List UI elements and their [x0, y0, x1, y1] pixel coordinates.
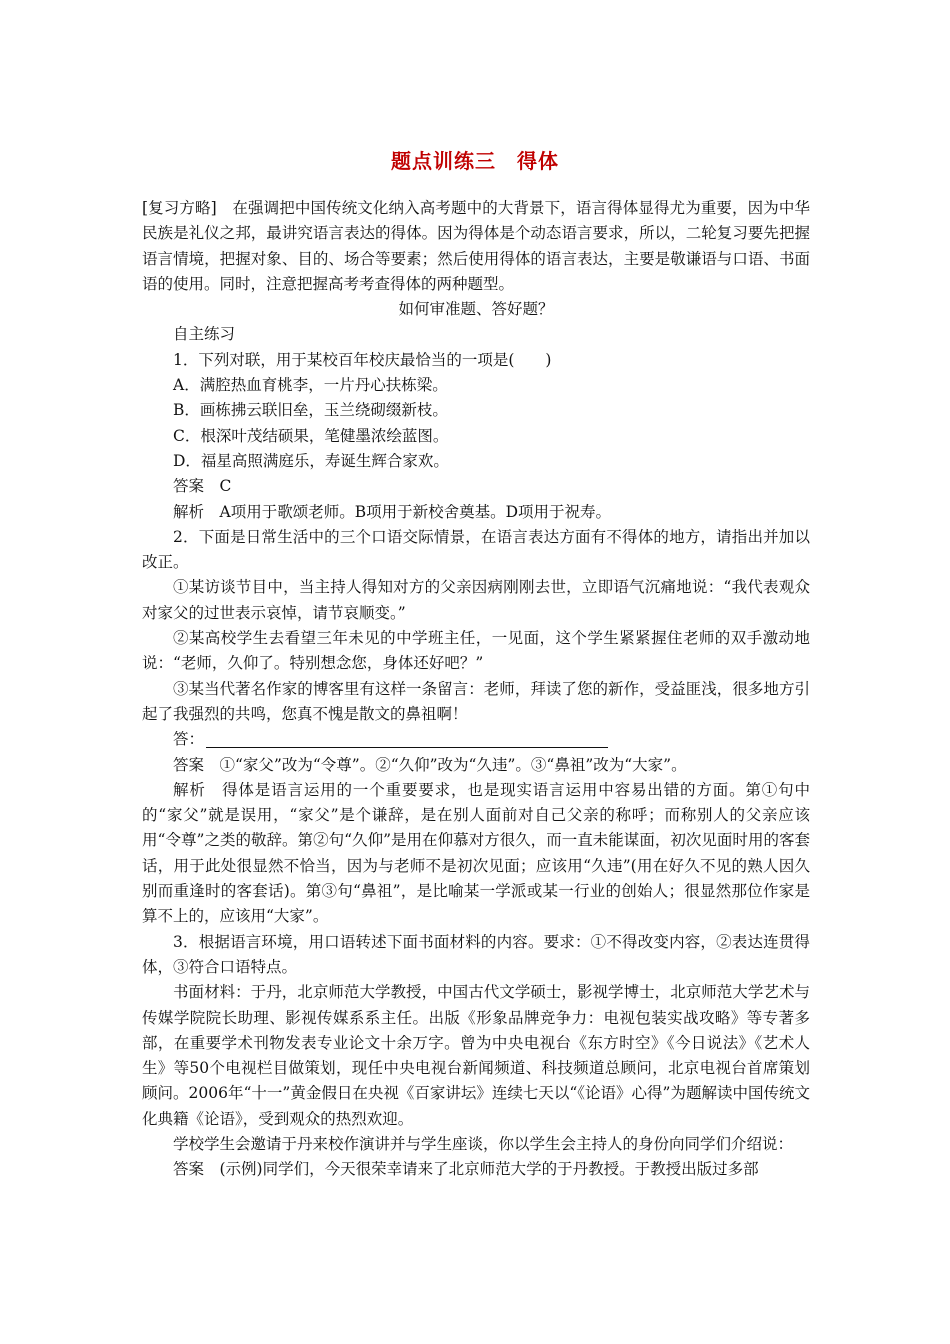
question-1-option-c: C．根深叶茂结硕果，笔健墨浓绘蓝图。 — [173, 426, 449, 445]
review-label: [复习方略] — [142, 199, 217, 217]
question-1-answer: 答案 C — [173, 477, 232, 496]
section-heading: 自主练习 — [173, 325, 236, 344]
question-2-stem: 2．下面是日常生活中的三个口语交际情景，在语言表达方面有不得体的地方，请指出并加以改正。 — [142, 527, 810, 572]
question-3-task: 学校学生会邀请于丹来校作演讲并与学生座谈，你以学生会主持人的身份向同学们介绍说： — [173, 1134, 794, 1153]
question-3-stem: 3．根据语言环境，用口语转述下面书面材料的内容。要求：①不得改变内容，②表达连贯得体，③符合口语特点。 — [142, 932, 810, 976]
question-2-answer-line — [142, 727, 810, 752]
review-paragraph — [142, 196, 810, 297]
question-2-item-2: ②某高校学生去看望三年未见的中学班主任，一见面，这个学生紧紧握住老师的双手激动地说：“老师，久仰了。特别想念您，身体还好吧？” — [142, 629, 810, 673]
question-1-option-d: D．福星高照满庭乐，寿诞生辉合家欢。 — [173, 451, 449, 470]
review-text: 在强调把中国传统文化纳入高考题中的大背景下，语言得体显得尤为重要，因为中华民族是礼仪之邦，最讲究语言表达的得体。因为得体是个动态语言要求，所以，二轮复习要先把握语言情境，把握对象、目的、场合等要素；然后使用得体的语言表达，主要是敬谦语与口语、书面语的使用。同时，注意把握高考考查得体的两种题型。 — [142, 199, 810, 293]
question-2-item-1: ①某访谈节目中，当主持人得知对方的父亲因病刚刚去世，立即语气沉痛地说：“我代表观众对家父的过世表示哀悼，请节哀顺变。” — [142, 578, 810, 622]
question-2-item-3: ③某当代著名作家的博客里有这样一条留言：老师，拜读了您的新作，受益匪浅，很多地方引起了我强烈的共鸣，您真不愧是散文的鼻祖啊！ — [142, 679, 810, 723]
question-3-answer: 答案 (示例)同学们，今天很荣幸请来了北京师范大学的于丹教授。于教授出版过多部 — [173, 1160, 759, 1179]
question-1-option-a: A．满腔热血育桃李，一片丹心扶栋梁。 — [173, 376, 448, 395]
question-2-analysis: 解析 得体是语言运用的一个重要要求，也是现实语言运用中容易出错的方面。第①句中的“家父”就是误用，“家父”是个谦辞，是在别人面前对自己父亲的称呼；而称别人的父亲应该用“令尊”之类的敬辞。第②句“久仰”是用在仰慕对方很久，而一直未能谋面，初次见面时用的客套话，用于此处很显然不恰当，因为与老师不是初次见面；应该用“久违”(用在好久不见的熟人因久别而重逢时的客套话)。第③句“鼻祖”，是比喻某一学派或某一行业的创始人；很显然那位作家是算不上的，应该用“大家”。 — [142, 780, 810, 926]
question-3-material: 书面材料：于丹，北京师范大学教授，中国古代文学硕士，影视学博士，北京师范大学艺术与传媒学院院长助理、影视传媒系系主任。出版《形象品牌竞争力：电视包装实战攻略》等专著多部，在重要学术刊物发表专业论文十余万字。曾为中央电视台《东方时空》《今日说法》《艺术人生》等50个电视栏目做策划，现任中央电视台新闻频道、科技频道总顾问，北京电视台首席策划顾问。2006年“十一”黄金假日在央视《百家讲坛》连续七天以“《论语》心得”为题解读中国传统文化典籍《论语》，受到观众的热烈欢迎。 — [142, 983, 810, 1128]
answer-prompt: 答： — [173, 730, 205, 749]
question-2-answer: 答案 ①“家父”改为“令尊”。②“久仰”改为“久违”。③“鼻祖”改为“大家”。 — [173, 755, 687, 774]
page-title: 题点训练三 得体 — [391, 149, 559, 173]
question-1-analysis: 解析 A项用于歌颂老师。B项用于新校舍奠基。D项用于祝寿。 — [173, 502, 612, 521]
question-1-option-b: B．画栋拂云联旧垒，玉兰绕砌缀新枝。 — [173, 401, 448, 420]
subheading: 如何审准题、答好题？ — [398, 300, 554, 319]
answer-blank — [206, 729, 608, 748]
document-body — [142, 196, 810, 1183]
question-1-stem: 1．下列对联，用于某校百年校庆最恰当的一项是( ) — [173, 350, 552, 369]
